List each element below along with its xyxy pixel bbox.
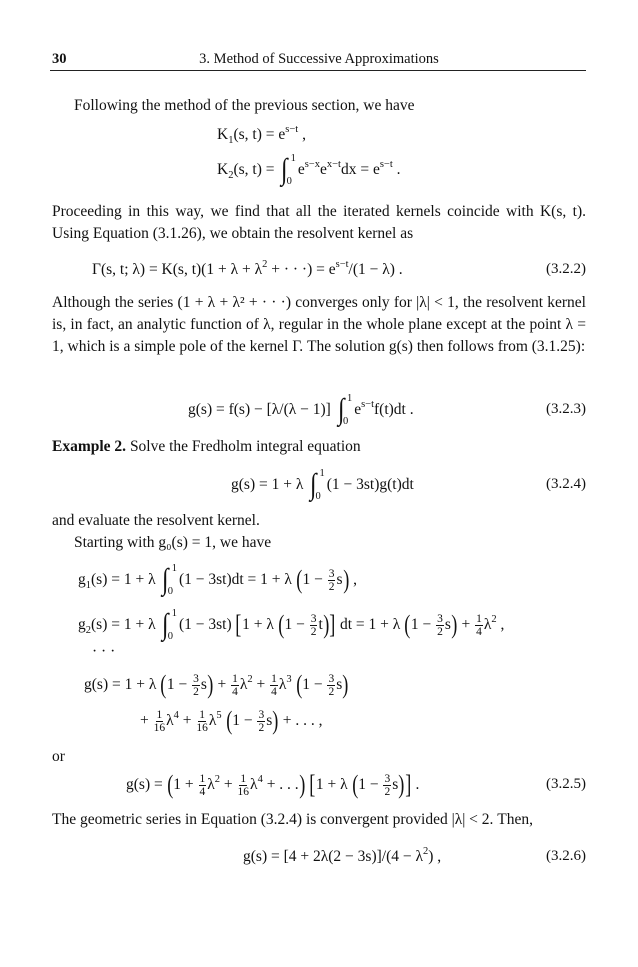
superscript: 2	[214, 774, 221, 785]
integral-limits	[168, 563, 177, 597]
superscript: 4	[173, 710, 179, 721]
math-text: +	[213, 676, 231, 693]
equation-k1	[217, 118, 306, 152]
integral	[161, 563, 176, 597]
superscript: x−t	[326, 159, 341, 170]
subscript: 1	[228, 135, 234, 146]
math-text: g(s) = [4 + 2λ(2 − 3s)]/(4 − λ	[243, 848, 423, 865]
math-text: /(1 − λ) .	[348, 261, 403, 278]
fraction-denominator: 16	[196, 721, 208, 734]
math-text: 1 +	[173, 776, 198, 793]
fraction-denominator: 2	[384, 785, 391, 798]
integral-sign-icon: ∫	[162, 563, 169, 596]
math-text: · · ·	[92, 643, 116, 660]
math-text: g	[78, 616, 86, 633]
fraction-denominator: 4	[271, 685, 277, 698]
upper-limit: 1	[319, 468, 325, 479]
fraction	[231, 673, 239, 698]
bracket: (	[296, 565, 303, 594]
fraction-numerator: 3	[437, 612, 443, 625]
math-text: (s) = 1 + λ	[91, 616, 160, 633]
fraction-numerator: 1	[271, 672, 277, 685]
superscript: 2	[491, 614, 497, 625]
fraction	[238, 773, 250, 798]
equation-3-2-2	[92, 253, 403, 287]
subscript: 1	[85, 580, 91, 591]
paragraph: and evaluate the resolvent kernel.	[52, 512, 260, 529]
math-text: s	[200, 676, 207, 693]
superscript: s−t	[379, 159, 393, 170]
bracket: )	[323, 610, 330, 639]
fraction-denominator: 4	[199, 785, 206, 798]
fraction-denominator: 2	[193, 685, 199, 698]
bracket: )	[272, 706, 279, 735]
equation-number: (3.2.6)	[546, 848, 586, 864]
lower-limit: 0	[342, 416, 349, 427]
example-label: Example 2.	[52, 438, 127, 455]
math-text: (s, t) = e	[233, 126, 286, 143]
lower-limit: 0	[315, 491, 321, 502]
fraction-numerator: 1	[240, 772, 247, 785]
bracket: ]	[329, 610, 336, 639]
fraction-denominator: 16	[153, 721, 166, 734]
math-text: (1 − 3st)	[178, 616, 236, 633]
fraction	[475, 613, 483, 638]
upper-limit: 1	[171, 563, 177, 574]
math-text: ) ,	[428, 848, 442, 865]
example-heading	[52, 436, 586, 458]
equation-number: (3.2.3)	[546, 401, 586, 417]
math-text: t	[318, 616, 323, 633]
math-text: 1 −	[410, 616, 436, 633]
fraction-numerator: 3	[328, 567, 335, 580]
superscript: 3	[286, 674, 292, 685]
bracket: )	[398, 770, 405, 799]
math-text: e	[354, 401, 362, 418]
math-text: s	[444, 616, 451, 633]
fraction	[436, 613, 444, 638]
lower-limit: 0	[286, 176, 292, 187]
bracket: [	[235, 610, 242, 639]
math-text	[222, 712, 226, 730]
bracket: ]	[405, 770, 412, 799]
upper-limit: 1	[171, 608, 177, 619]
example-text: Solve the Fredholm integral equation	[126, 438, 361, 455]
paragraph: Although the series (1 + λ + λ² + · · ·) converges only for |λ| < 1, the resolvent kernel is, in fact, an analytic function of λ, regular in the whole plane except at the point λ = 1, which is a simple pole of the kernel Γ. The solution g(s) then follows from (3.1.25):	[52, 294, 586, 355]
paragraph: or	[52, 748, 65, 765]
math-text: K	[217, 126, 229, 143]
math-text: g(s) = f(s) − [λ/(λ − 1)]	[188, 401, 335, 418]
math-text: 1 −	[302, 571, 327, 588]
math-text: λ	[208, 712, 217, 729]
math-text: +	[252, 676, 270, 693]
fraction-numerator: 3	[310, 612, 317, 625]
math-text: +	[140, 712, 153, 729]
math-text: (1 − 3st)g(t)dt	[326, 476, 414, 493]
math-text: λ	[239, 676, 248, 693]
math-text: λ	[250, 776, 258, 793]
fraction-denominator: 4	[232, 685, 238, 698]
math-text: g	[78, 571, 86, 588]
math-text: + . . .	[262, 776, 299, 793]
equation-3-2-3	[188, 393, 414, 427]
integral-limits	[315, 468, 324, 502]
math-text: +	[178, 712, 196, 729]
bracket: (	[404, 610, 411, 639]
paragraph: Following the method of the previous section, we have	[74, 97, 415, 114]
integral-limits	[287, 153, 296, 187]
equation-number: (3.2.4)	[546, 476, 586, 492]
math-text: dx = e	[340, 161, 380, 178]
math-text: 1 −	[166, 676, 192, 693]
math-text: +	[457, 616, 475, 633]
equation-3-2-4	[231, 468, 414, 502]
equation-k2	[217, 153, 401, 187]
running-header: 3. Method of Successive Approximations	[199, 51, 439, 67]
fraction-denominator: 2	[328, 685, 335, 698]
superscript: s−t	[361, 399, 375, 410]
integral-sign-icon: ∫	[337, 393, 345, 426]
math-text: λ	[483, 616, 492, 633]
fraction-numerator: 3	[193, 672, 199, 685]
upper-limit: 1	[290, 153, 296, 164]
ellipsis	[92, 642, 115, 662]
fraction-denominator: 16	[237, 785, 250, 798]
equation-g1	[78, 563, 357, 597]
superscript: 2	[423, 846, 429, 857]
math-text: (s) = 1 + λ	[91, 571, 160, 588]
math-text: e	[319, 161, 327, 178]
subscript: 2	[228, 170, 234, 181]
paragraph: The geometric series in Equation (3.2.4) is convergent provided |λ| < 2. Then,	[52, 811, 534, 828]
math-text: s	[336, 676, 343, 693]
math-text: λ	[278, 676, 287, 693]
superscript: s−t	[285, 124, 299, 135]
equation-g2	[78, 608, 504, 642]
bracket: (	[295, 670, 302, 699]
fraction-numerator: 3	[258, 708, 265, 721]
math-text: dt = 1 + λ	[336, 616, 405, 633]
upper-limit: 1	[346, 393, 353, 404]
math-text: + · · ·) = e	[267, 261, 336, 278]
math-text: λ	[166, 712, 174, 729]
math-text: .	[411, 776, 420, 793]
bracket: (	[351, 770, 358, 799]
integral	[280, 153, 295, 187]
fraction-numerator: 1	[199, 708, 206, 721]
bracket: (	[225, 706, 232, 735]
math-text: g(s) = 1 + λ	[231, 476, 308, 493]
math-text: 1 −	[284, 616, 309, 633]
fraction	[154, 709, 166, 734]
fraction	[328, 568, 336, 593]
bracket: )	[451, 610, 458, 639]
math-text: λ	[207, 776, 215, 793]
fraction-denominator: 2	[328, 580, 335, 593]
superscript: s−x	[304, 159, 320, 170]
fraction	[196, 709, 208, 734]
math-text: +	[220, 776, 237, 793]
integral	[337, 393, 352, 427]
math-text: ,	[298, 126, 306, 143]
fraction-denominator: 2	[310, 625, 317, 638]
fraction-numerator: 3	[328, 672, 335, 685]
math-text: f(t)dt .	[374, 401, 414, 418]
math-text: (s, t) =	[233, 161, 279, 178]
equation-3-2-5	[126, 768, 419, 802]
bracket: )	[298, 770, 306, 799]
math-text: 1 + λ	[315, 776, 352, 793]
fraction	[192, 673, 200, 698]
superscript: 2	[262, 259, 268, 270]
bracket: )	[207, 670, 214, 699]
lower-limit: 0	[167, 631, 173, 642]
bracket: (	[166, 770, 173, 799]
bracket: (	[160, 670, 167, 699]
fraction-numerator: 3	[384, 772, 391, 785]
math-text: s	[266, 712, 273, 729]
fraction-denominator: 2	[258, 721, 265, 734]
integral-sign-icon: ∫	[281, 153, 288, 186]
math-text: .	[392, 161, 401, 178]
bracket: (	[278, 610, 285, 639]
math-text: s	[336, 571, 343, 588]
math-text: e	[297, 161, 305, 178]
superscript: 2	[247, 674, 253, 685]
subscript: 2	[85, 625, 91, 636]
fraction-numerator: 1	[476, 612, 482, 625]
paragraph: Starting with g₀(s) = 1, we have	[74, 534, 272, 551]
lower-limit: 0	[167, 586, 173, 597]
fraction-numerator: 1	[232, 672, 238, 685]
math-text: ,	[496, 616, 505, 633]
bracket: )	[342, 565, 349, 594]
integral-limits	[168, 608, 177, 642]
header-rule	[50, 70, 586, 71]
superscript: 5	[216, 710, 222, 721]
math-text	[292, 676, 296, 694]
math-text: g(s) = 1 + λ	[84, 676, 161, 693]
math-text: + . . . ,	[278, 712, 323, 729]
math-text: 1 −	[302, 676, 327, 693]
fraction	[327, 673, 335, 698]
fraction	[270, 673, 278, 698]
math-text: g(s) =	[126, 776, 167, 793]
math-text: ,	[349, 571, 357, 588]
page-number: 30	[52, 51, 67, 67]
fraction	[383, 773, 391, 798]
superscript: 4	[257, 774, 263, 785]
fraction-numerator: 1	[199, 772, 206, 785]
equation-g-series-line2	[140, 704, 323, 738]
fraction-denominator: 4	[476, 625, 482, 638]
fraction-denominator: 2	[437, 625, 443, 638]
math-text: (1 − 3st)dt = 1 + λ	[178, 571, 296, 588]
equation-3-2-6	[243, 840, 441, 874]
paragraph: Proceeding in this way, we find that all the iterated kernels coincide with K(s, t). Using Equation (3.1.26), we obtain the resolvent kernel as	[52, 203, 586, 242]
bracket: [	[309, 770, 316, 799]
superscript: s−t	[335, 259, 349, 270]
math-text: K	[217, 161, 229, 178]
fraction	[310, 613, 318, 638]
integral-sign-icon: ∫	[310, 468, 317, 501]
integral-sign-icon: ∫	[162, 608, 169, 641]
fraction	[199, 773, 207, 798]
equation-g-series-line1	[84, 668, 349, 702]
bracket: )	[342, 670, 349, 699]
equation-number: (3.2.5)	[546, 776, 586, 792]
math-text: 1 −	[358, 776, 383, 793]
integral	[161, 608, 176, 642]
math-text: Γ(s, t; λ) = K(s, t)(1 + λ + λ	[92, 261, 263, 278]
equation-number: (3.2.2)	[546, 261, 586, 277]
fraction	[257, 709, 265, 734]
math-text: 1 −	[232, 712, 257, 729]
fraction-numerator: 1	[156, 708, 163, 721]
integral	[309, 468, 324, 502]
math-text: 1 + λ	[242, 616, 278, 633]
math-text: s	[392, 776, 399, 793]
